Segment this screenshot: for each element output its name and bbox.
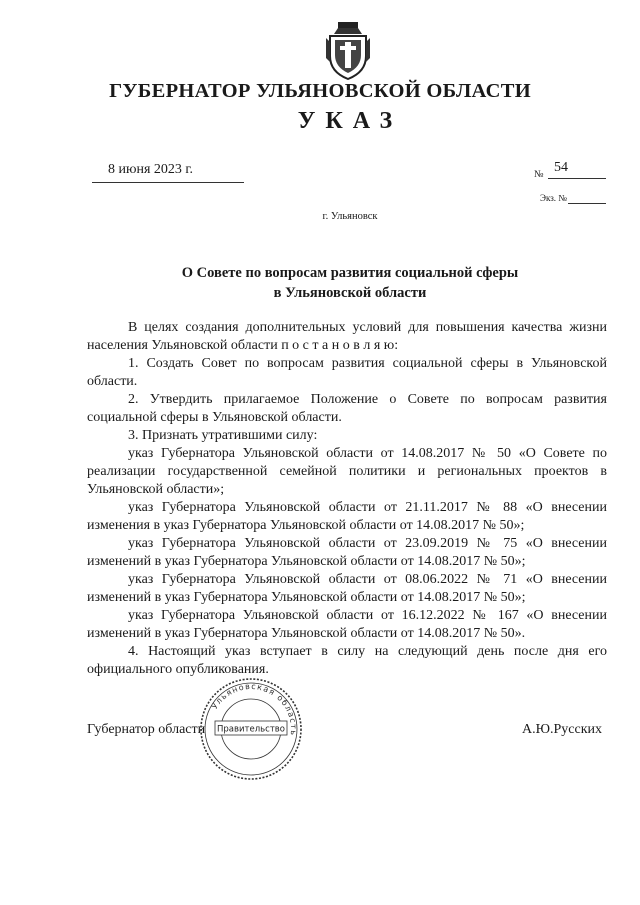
paragraph-item-3: 3. Признать утратившими силу: bbox=[128, 428, 318, 443]
repealed-decree-5: указ Губернатора Ульяновской области от 16.12.2022 № 167 «О внесении изменений в указ Губернатора Ульяновской области от 14.08.2017 № 50». bbox=[87, 608, 607, 641]
coat-of-arms-emblem bbox=[326, 22, 370, 80]
repealed-decree-2: указ Губернатора Ульяновской области от 21.11.2017 № 88 «О внесении изменения в указ Губернатора Ульяновской области от 14.08.2017 № 50»; bbox=[87, 500, 607, 533]
repealed-decree-3: указ Губернатора Ульяновской области от 23.09.2019 № 75 «О внесении изменений в указ Губернатора Ульяновской области от 14.08.2017 № 50»; bbox=[87, 536, 607, 569]
paragraph-item-2: 2. Утвердить прилагаемое Положение о Совете по вопросам развития социальной сферы в Ульяновской области. bbox=[87, 392, 607, 425]
number-label: № bbox=[534, 169, 544, 180]
document-date: 8 июня 2023 г. bbox=[108, 162, 194, 177]
copy-number-label: Экз. № bbox=[540, 193, 567, 203]
signatory-position: Губернатор области bbox=[87, 722, 206, 737]
document-heading bbox=[0, 263, 640, 303]
repealed-decree-1: указ Губернатора Ульяновской области от 14.08.2017 № 50 «О Совете по реализации государственной семейной политики и региональных проектов в Ульяновской области»; bbox=[87, 446, 607, 497]
paragraph-preamble: В целях создания дополнительных условий для повышения качества жизни населения Ульяновской области п о с т а н о в л я ю: bbox=[87, 320, 607, 353]
paragraph-item-1: 1. Создать Совет по вопросам развития социальной сферы в Ульяновской области. bbox=[87, 356, 607, 389]
signatory-name: А.Ю.Русских bbox=[522, 722, 603, 737]
seal-center-text: Правительство bbox=[217, 724, 285, 735]
issuer-title: ГУБЕРНАТОР УЛЬЯНОВСКОЙ ОБЛАСТИ bbox=[109, 80, 531, 102]
official-seal-stamp bbox=[199, 677, 303, 781]
city: г. Ульяновск bbox=[322, 211, 378, 222]
number-underline bbox=[548, 178, 606, 179]
repealed-decree-4: указ Губернатора Ульяновской области от 08.06.2022 № 71 «О внесении изменений в указ Губернатора Ульяновской области от 14.08.2017 № 50»; bbox=[87, 572, 607, 605]
heading-line-2: в Ульяновской области bbox=[273, 285, 427, 301]
svg-text:Ульяновская область: Ульяновская область bbox=[209, 681, 299, 737]
date-underline bbox=[92, 182, 244, 183]
copy-number-underline bbox=[568, 203, 606, 204]
document-number: 54 bbox=[554, 160, 568, 175]
heading-line-1: О Совете по вопросам развития социальной сферы bbox=[181, 265, 519, 281]
document-body bbox=[87, 319, 607, 679]
paragraph-item-4: 4. Настоящий указ вступает в силу на следующий день после дня его официального опубликования. bbox=[87, 644, 607, 677]
document-type: УКАЗ bbox=[297, 108, 403, 134]
